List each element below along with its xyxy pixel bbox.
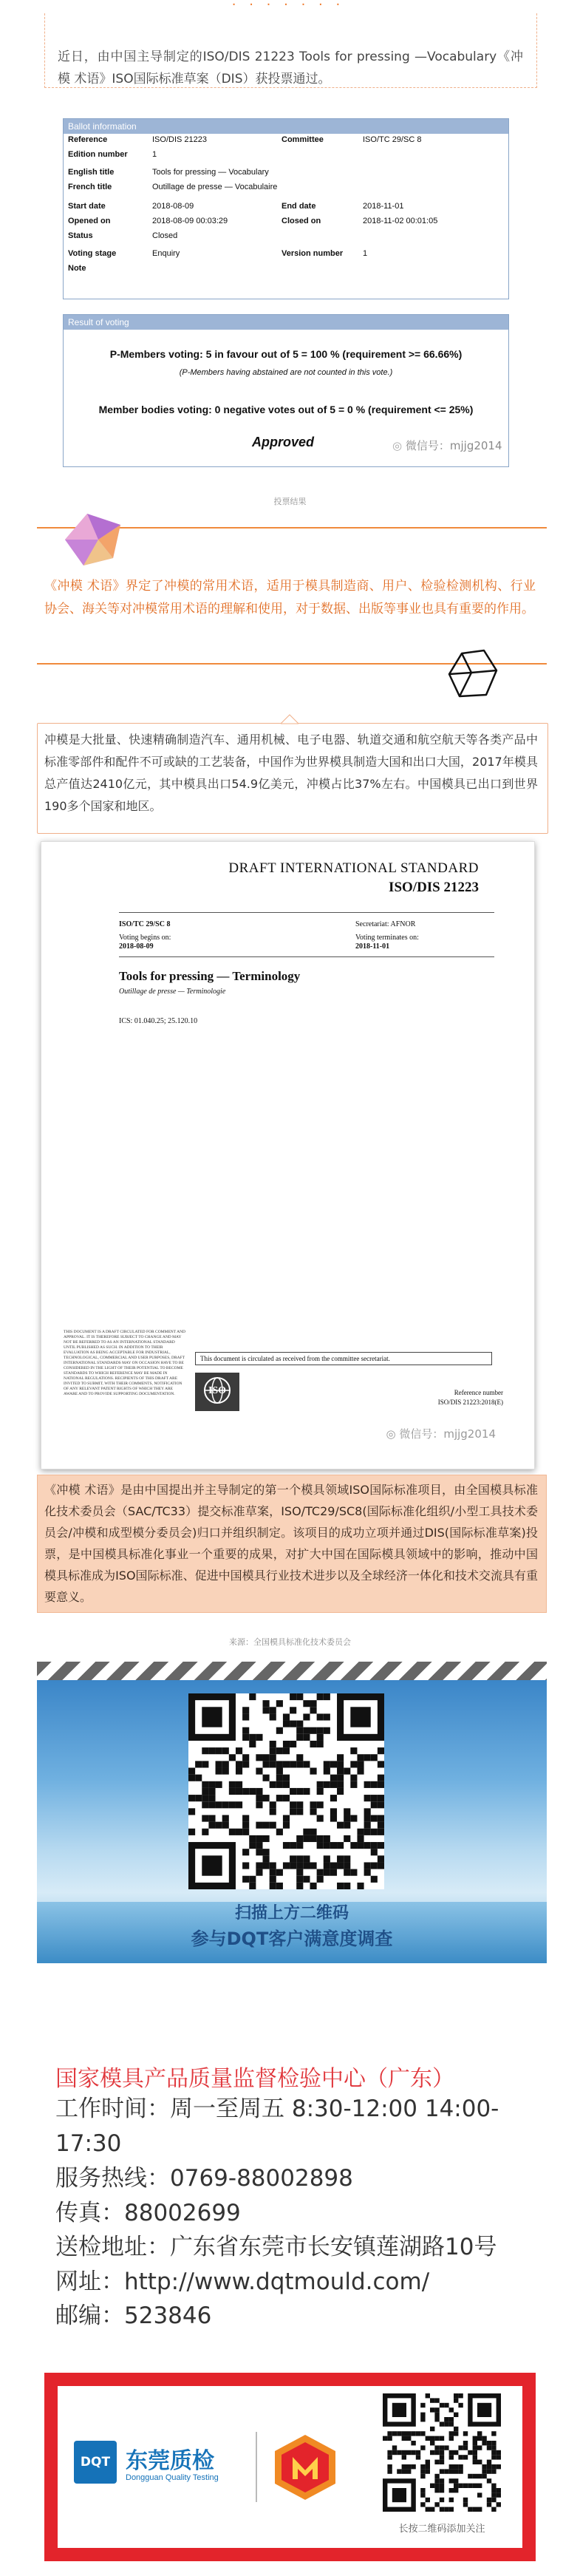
figure-caption: 投票结果 — [273, 497, 307, 506]
wechat-watermark — [386, 1426, 496, 1441]
ballot-value: ISO/DIS 21223 — [152, 135, 207, 144]
ballot-label: Note — [68, 264, 86, 273]
frame-notch — [281, 714, 298, 724]
reference-label: Reference number — [454, 1389, 503, 1396]
brand-name-cn: 东莞质检 — [126, 2448, 214, 2474]
draft-number: ISO/DIS 21223 — [389, 880, 479, 895]
wechat-watermark — [392, 438, 502, 453]
p-members-note: (P-Members having abstained are not counted in this vote.) — [179, 368, 393, 377]
tc-label: ISO/TC 29/SC 8 — [119, 920, 171, 928]
wechat-icon: ◎ — [392, 439, 403, 452]
member-bodies-vote: Member bodies voting: 0 negative votes out of 5 = 0 % (requirement <= 25%) — [98, 404, 474, 415]
rule-line — [119, 912, 494, 913]
ballot-label: Edition number — [68, 150, 128, 159]
ballot-value: Enquiry — [152, 249, 180, 258]
cube-outline-icon — [443, 645, 502, 704]
footer-brand-frame — [44, 2373, 536, 2561]
contact-postcode: 邮编：523846 — [55, 2303, 212, 2329]
ballot-value: Outillage de presse — Vocabulaire — [152, 183, 278, 191]
ballot-label: Committee — [282, 135, 324, 144]
document-subtitle: Outillage de presse — Terminologie — [119, 988, 226, 996]
draft-disclaimer: THIS DOCUMENT IS A DRAFT CIRCULATED FOR COMMENT AND APPROVAL. IT IS THEREFORE SUBJECT TO CHANGE AND MAY NOT BE REFERRED TO AS AN INTERNATIONAL STANDARD UNTIL PUBLISHED AS SUCH. IN ADDITION TO THEIR EVALUATION AS BEING ACCEPTABLE FOR INDUSTRIAL, TECHNOLOGICAL, COMMERCIAL AND USER PURPOSES, DRAFT INTERNATIONAL STANDARDS MAY ON OCCASION HAVE TO BE CONSIDERED IN THE LIGHT OF THEIR POTENTIAL TO BECOME STANDARDS TO WHICH REFERENCE MAY BE MADE IN NATIONAL REGULATIONS. RECIPIENTS OF THIS DRAFT ARE INVITED TO SUBMIT, WITH THEIR COMMENTS, NOTIFICATION OF ANY RELEVANT PATENT RIGHTS OF WHICH THEY ARE AWARE AND TO PROVIDE SUPPORTING DOCUMENTATION. — [64, 1330, 186, 1396]
brand-name-en: Dongguan Quality Testing — [126, 2473, 219, 2482]
watermark-text: 微信号：mjjg2014 — [405, 439, 502, 452]
contact-website[interactable]: 网址：http://www.dqtmould.com/ — [55, 2269, 430, 2295]
contact-title: 国家模具产品质量监督检验中心（广东） — [55, 2066, 454, 2092]
intro-paragraph: 近日，由中国主导制定的ISO/DIS 21223 Tools for pressing —Vocabulary《冲模 术语》ISO国际标准草案（DIS）获投票通过。 — [58, 50, 523, 86]
ballot-value: 2018-11-01 — [363, 202, 404, 211]
ballot-value: Tools for pressing — Vocabulary — [152, 168, 269, 177]
section2-paragraph: 《冲模 术语》界定了冲模的常用术语，适用于模具制造商、用户、检验检测机构、行业协会、海关等对冲模常用术语的理解和使用，对于数据、出版等事业也具有重要的作用。 — [44, 579, 536, 616]
p-members-vote: P-Members voting: 5 in favour out of 5 = 100 % (requirement >= 66.66%) — [109, 348, 463, 360]
document-title: Tools for pressing — Terminology — [119, 969, 301, 983]
ballot-label: Version number — [282, 249, 344, 258]
reference-number: ISO/DIS 21223:2018(E) — [437, 1399, 503, 1406]
ballot-label: End date — [282, 202, 316, 211]
ballot-value: 2018-08-09 — [152, 202, 194, 211]
iso-logo-text: ISO — [208, 1385, 227, 1396]
source-caption: 来源：全国模具标准化技术委员会 — [229, 1637, 351, 1647]
ballot-panel-header: Ballot information — [64, 119, 508, 134]
footer-divider — [256, 2432, 257, 2502]
voting-begins-date: 2018-08-09 — [119, 942, 154, 951]
ballot-value: 2018-11-02 00:01:05 — [363, 217, 438, 225]
ics-codes: ICS: 01.040.25; 25.120.10 — [119, 1017, 198, 1025]
dqt-logo-icon: DQT — [74, 2441, 117, 2484]
ballot-label: English title — [68, 168, 115, 177]
footer-qr-code[interactable] — [383, 2393, 501, 2512]
result-panel-header: Result of voting — [64, 315, 508, 330]
stripe-border-top — [37, 1662, 547, 1680]
ballot-label: Closed on — [282, 217, 321, 225]
voting-terminates-label: Voting terminates on: — [355, 934, 419, 942]
ballot-value: 1 — [363, 249, 368, 258]
ballot-value: ISO/TC 29/SC 8 — [363, 135, 422, 144]
survey-qr-code[interactable] — [188, 1693, 384, 1889]
rule-line — [119, 956, 494, 957]
ballot-label: Voting stage — [68, 249, 117, 258]
draft-heading: DRAFT INTERNATIONAL STANDARD — [228, 860, 479, 876]
survey-line1: 扫描上方二维码 — [234, 1904, 349, 1923]
secretariat: Secretariat: AFNOR — [355, 920, 416, 928]
contact-hotline: 服务热线：0769-88002898 — [55, 2165, 353, 2192]
ballot-label: Start date — [68, 202, 106, 211]
section4-paragraph: 《冲模 术语》是由中国提出并主导制定的第一个模具领域ISO国际标准项目，由全国模具标准化技术委员会（SAC/TC33）提交标准草案，ISO/TC29/SC8(国际标准化组织/小型工具技术委员会/冲模和成型模分委员会)归口并组织制定。该项目的成功立项并通过DIS(国际标准草案)投票，是中国模具标准化事业一个重要的成果，对扩大中国在国际模具领域中的影响，推动中国模具标准成为ISO国际标准、促进中国模具行业技术进步以及全球经济一体化和技术交流具有重要意义。 — [44, 1483, 538, 1604]
voting-begins-label: Voting begins on: — [119, 934, 171, 942]
footer-inner — [58, 2386, 522, 2548]
ballot-value: 2018-08-09 00:03:29 — [152, 217, 228, 225]
draft-standard-cover — [41, 841, 535, 1469]
iso-logo — [195, 1373, 239, 1411]
contact-hours: 工作时间：周一至周五 8:30-12:00 14:00-17:30 — [55, 2096, 499, 2157]
ballot-label: French title — [68, 183, 112, 191]
contact-fax: 传真：88002699 — [55, 2200, 241, 2226]
ballot-information-panel — [63, 118, 509, 299]
ballot-label: Opened on — [68, 217, 111, 225]
qr-caption: 长按二维码添加关注 — [398, 2524, 485, 2535]
watermark-text: 微信号：mjjg2014 — [399, 1427, 496, 1441]
ballot-label: Reference — [68, 135, 108, 144]
gem-icon — [58, 506, 132, 569]
approved-label: Approved — [252, 435, 315, 449]
wechat-icon: ◎ — [386, 1427, 396, 1441]
survey-banner — [37, 1680, 547, 1963]
voting-terminates-date: 2018-11-01 — [355, 942, 390, 951]
decorative-dots: · · · · · · · — [222, 0, 355, 13]
ballot-label: Status — [68, 231, 93, 240]
survey-line2: 参与DQT客户满意度调查 — [191, 1928, 393, 1949]
ballot-value: Closed — [152, 231, 178, 240]
circulated-notice: This document is circulated as received from the committee secretariat. — [195, 1352, 492, 1365]
ballot-value: 1 — [152, 150, 157, 159]
hexagon-emblem-icon — [272, 2433, 338, 2501]
section3-paragraph: 冲模是大批量、快速精确制造汽车、通用机械、电子电器、轨道交通和航空航天等各类产品中标准零部件和配件不可或缺的工艺装备，中国作为世界模具制造大国和出口大国，2017年模具总产值达2410亿元，其中模具出口54.9亿美元，冲模占比37%左右。中国模具已出口到世界190多个国家和地区。 — [44, 733, 538, 813]
contact-address: 送检地址：广东省东莞市长安镇莲湖路10号 — [55, 2234, 497, 2260]
result-of-voting-panel — [63, 314, 509, 467]
